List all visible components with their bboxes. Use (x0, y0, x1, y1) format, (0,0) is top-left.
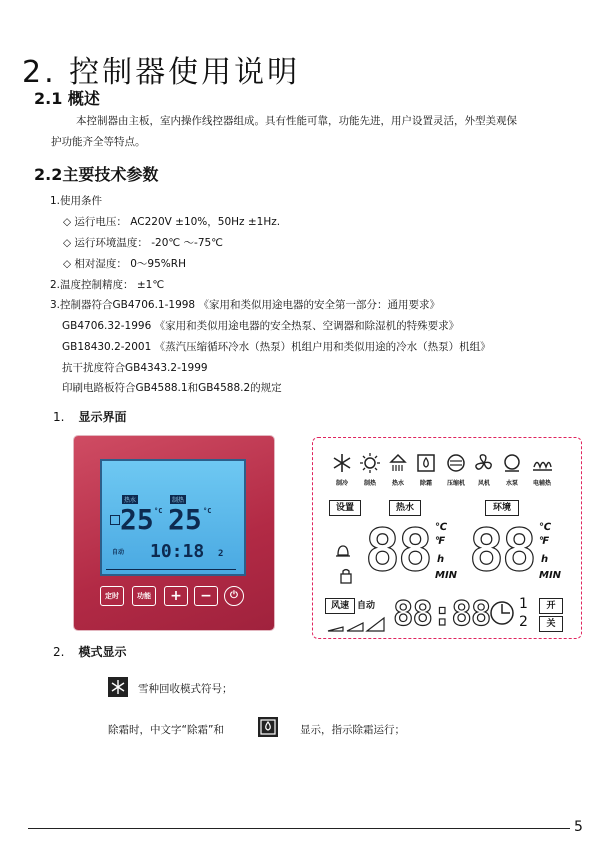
footer-divider (28, 828, 570, 829)
item-2-title: 模式显示 (78, 645, 127, 659)
controller-unit-right: °C (203, 507, 212, 515)
refrigerant-recovery-icon (108, 677, 128, 697)
controller-lock-icon (110, 515, 120, 525)
unit-min-left: MIN (435, 570, 458, 581)
pump-icon (501, 452, 523, 474)
function-button[interactable]: 功能 (132, 586, 156, 606)
unit-min-right: MIN (539, 570, 562, 581)
power-button[interactable]: ⏻ (224, 586, 244, 606)
ambient-box: 环境 (485, 500, 519, 516)
seg-time-display: 88:88 (393, 594, 491, 634)
param-line: ◇ 运行环境温度： -20℃ ～-75℃ (63, 237, 223, 249)
icon-label-heater: 电辅热 (532, 480, 551, 487)
hotwater-box: 热水 (389, 500, 421, 516)
settings-box: 设置 (329, 500, 361, 516)
shower-icon (387, 452, 409, 474)
lock-icon (339, 568, 353, 584)
snowflake-icon (331, 452, 353, 474)
item-1-heading (53, 408, 126, 425)
unit-f-left: ℉ (435, 536, 445, 547)
overview-line-2: 护功能齐全等特点。 (51, 136, 146, 148)
param-line: 抗干扰度符合GB4343.2-1999 (62, 362, 208, 374)
section-2-1-heading: 2.1 概述 (34, 89, 100, 108)
timer-button[interactable]: 定时 (100, 586, 124, 606)
mode-line-2-part-a: 除霜时，中文字“除霜”和 (108, 724, 224, 736)
defrost-icon (415, 452, 437, 474)
plus-button[interactable]: + (164, 586, 188, 606)
off-box: 关 (539, 616, 563, 632)
seg-display-left: 88 (365, 516, 431, 584)
fan-icon (473, 452, 495, 474)
icon-label-compressor: 压缩机 (446, 480, 465, 487)
controller-clock-label: 自动 (112, 549, 125, 556)
unit-h-left: h (437, 554, 445, 565)
heater-icon (531, 452, 553, 474)
auto-label: 自动 (357, 601, 376, 611)
controller-label-left: 热水 (124, 497, 137, 504)
param-line: 3.控制器符合GB4706.1-1998 《家用和类似用途电器的安全第一部分：通用要求》 (50, 299, 440, 311)
unit-c-left: ℃ (435, 522, 448, 533)
item-1-number: 1. (53, 410, 65, 424)
defrost-symbol-icon (258, 717, 278, 737)
controller-temp-right: 25 (168, 503, 202, 536)
controller-time: 10:18 (150, 541, 205, 562)
minus-button[interactable]: − (194, 586, 218, 606)
item-1-title: 显示界面 (78, 410, 127, 424)
icon-label-heating: 制热 (363, 480, 376, 487)
icon-label-cooling: 制冷 (335, 480, 348, 487)
controller-label-right: 制热 (172, 497, 185, 504)
controller-day: 2 (218, 549, 224, 559)
on-box: 开 (539, 598, 563, 614)
fanspeed-box: 风速 (325, 598, 355, 614)
icon-label-hotwater: 热水 (391, 480, 404, 487)
icon-label-pump: 水泵 (505, 480, 518, 487)
overview-line-1: 本控制器由主板，室内操作线控器组成。具有性能可靠，功能先进，用户设置灵活，外型美观保 (76, 115, 517, 127)
item-2-number: 2. (53, 645, 65, 659)
mode-line-2-part-b: 显示，指示除霜运行； (300, 724, 405, 736)
clock-2-label: 2 (519, 614, 528, 630)
clock-icon (489, 600, 515, 626)
unit-h-right: h (541, 554, 549, 565)
icon-label-fan: 风机 (477, 480, 490, 487)
param-line: ◇ 相对湿度： 0～95%RH (63, 258, 186, 270)
fan-speed-bars-icon (327, 616, 385, 632)
param-line: 1.使用条件 (50, 195, 103, 207)
controller-screen (100, 459, 246, 576)
controller-divider (106, 569, 236, 570)
unit-c-right: ℃ (539, 522, 552, 533)
param-line: GB18430.2-2001 《蒸汽压缩循环冷水（热泵）机组户用和类似用途的冷水（热泵）机组》 (62, 341, 491, 353)
icon-label-defrost: 除霜 (419, 480, 432, 487)
param-line: GB4706.32-1996 《家用和类似用途电器的安全热泵、空调器和除湿机的特殊要求》 (62, 320, 460, 332)
sun-icon (359, 452, 381, 474)
lcd-diagram (312, 437, 582, 639)
section-2-2-heading: 2.2主要技术参数 (34, 165, 159, 184)
unit-f-right: ℉ (539, 536, 549, 547)
page-number: 5 (574, 819, 583, 835)
mode-line-1: 雪种回收模式符号； (138, 683, 233, 695)
item-2-heading (53, 643, 126, 660)
controller-photo (74, 436, 274, 630)
controller-temp-left: 25 (120, 503, 154, 536)
controller-unit-left: °C (154, 507, 163, 515)
param-line: ◇ 运行电压： AC220V ±10%，50Hz ±1Hz. (63, 216, 281, 228)
param-line: 印刷电路板符合GB4588.1和GB4588.2的规定 (62, 382, 282, 394)
param-line: 2.温度控制精度： ±1℃ (50, 279, 165, 291)
seg-display-right: 88 (469, 516, 535, 584)
page-title: 2. 控制器使用说明 (22, 55, 301, 90)
clock-1-label: 1 (519, 596, 528, 612)
compressor-icon (445, 452, 467, 474)
bell-icon (335, 542, 351, 560)
